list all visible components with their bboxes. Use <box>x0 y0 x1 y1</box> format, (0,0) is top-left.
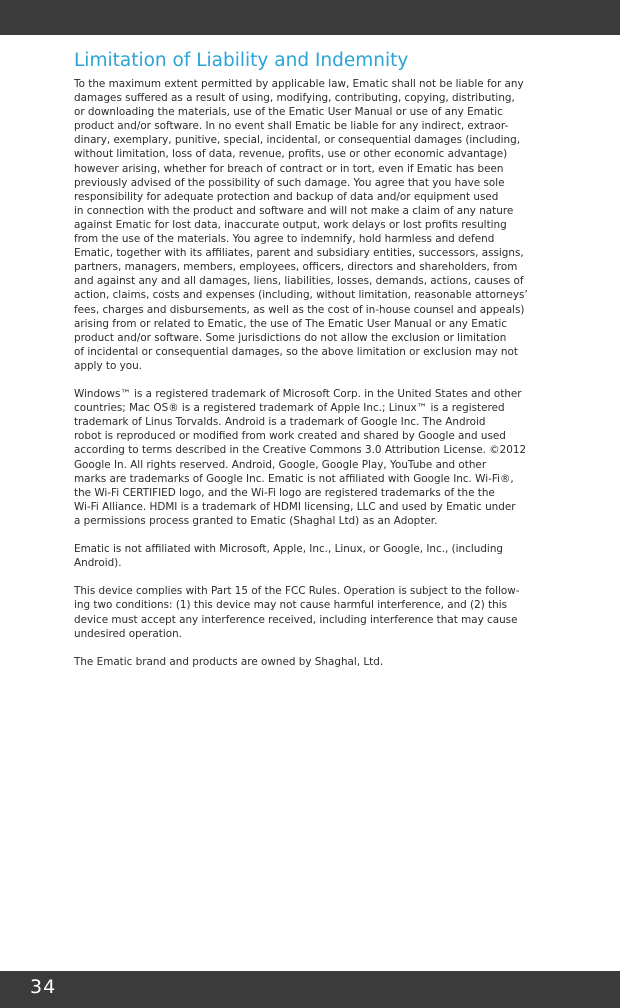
text-line: product and/or software. Some jurisdictions do not allow the exclusion or limitation <box>74 331 507 344</box>
text-line: partners, managers, members, employees, officers, directors and shareholders, from <box>74 261 518 274</box>
text-line: Wi-Fi Alliance. HDMI is a trademark of HDMI licensing, LLC and used by Ematic under <box>74 500 516 513</box>
paragraph <box>74 387 554 528</box>
text-line: Google In. All rights reserved. Android, Google, Google Play, YouTube and other <box>74 458 487 471</box>
text-line: Android). <box>74 557 122 570</box>
text-line: ing two conditions: (1) this device may not cause harmful interference, and (2) this <box>74 599 508 612</box>
paragraph <box>74 584 554 640</box>
text-line: trademark of Linus Torvalds. Android is a trademark of Google Inc. The Android <box>74 416 486 429</box>
text-line: The Ematic brand and products are owned by Shaghal, Ltd. <box>74 655 384 668</box>
text-line: Windows™ is a registered trademark of Microsoft Corp. in the United States and other <box>74 388 522 401</box>
text-line: Ematic is not affiliated with Microsoft, Apple, Inc., Linux, or Google, Inc., (including <box>74 543 503 556</box>
text-line: marks are trademarks of Google Inc. Ematic is not affiliated with Google Inc. Wi-Fi®, <box>74 472 514 485</box>
text-line: against Ematic for lost data, inaccurate output, work delays or lost profits resulting <box>74 218 507 231</box>
text-line: robot is reproduced or modified from work created and shared by Google and used <box>74 430 506 443</box>
text-line: device must accept any interference received, including interference that may cause <box>74 613 518 626</box>
paragraph <box>74 77 554 373</box>
text-line: countries; Mac OS® is a registered trademark of Apple Inc.; Linux™ is a registered <box>74 402 505 415</box>
text-line: without limitation, loss of data, revenue, profits, use or other economic advantage) <box>74 148 508 161</box>
page-content <box>74 50 554 683</box>
text-line: arising from or related to Ematic, the use of The Ematic User Manual or any Ematic <box>74 317 507 330</box>
text-line: of incidental or consequential damages, so the above limitation or exclusion may not <box>74 345 518 358</box>
text-line: however arising, whether for breach of contract or in tort, even if Ematic has been <box>74 162 504 175</box>
text-line: previously advised of the possibility of such damage. You agree that you have sole <box>74 176 505 189</box>
text-line: damages suffered as a result of using, modifying, contributing, copying, distributing, <box>74 92 515 105</box>
text-line: or downloading the materials, use of the Ematic User Manual or use of any Ematic <box>74 106 503 119</box>
text-line: undesired operation. <box>74 627 182 640</box>
text-line: To the maximum extent permitted by applicable law, Ematic shall not be liable for any <box>74 78 524 90</box>
section-title: Limitation of Liability and Indemnity <box>74 50 409 71</box>
header-bar <box>0 0 620 35</box>
text-line: responsibility for adequate protection and backup of data and/or equipment used <box>74 190 499 203</box>
footer-bar <box>0 971 620 1008</box>
text-line: fees, charges and disbursements, as well as the cost of in-house counsel and appeals) <box>74 303 525 316</box>
body-text <box>74 77 554 669</box>
page-number: 34 <box>30 976 57 998</box>
text-line: from the use of the materials. You agree to indemnify, hold harmless and defend <box>74 233 495 246</box>
text-line: product and/or software. In no event shall Ematic be liable for any indirect, extraor- <box>74 120 509 133</box>
text-line: a permissions process granted to Ematic (Shaghal Ltd) as an Adopter. <box>74 514 438 527</box>
text-line: apply to you. <box>74 359 143 372</box>
text-line: the Wi-Fi CERTIFIED logo, and the Wi-Fi logo are registered trademarks of the the <box>74 486 495 499</box>
text-line: dinary, exemplary, punitive, special, incidental, or consequential damages (including, <box>74 134 521 147</box>
paragraph <box>74 655 554 669</box>
text-line: This device complies with Part 15 of the FCC Rules. Operation is subject to the follow- <box>74 585 520 598</box>
text-line: in connection with the product and software and will not make a claim of any nature <box>74 204 514 217</box>
text-line: action, claims, costs and expenses (including, without limitation, reasonable attorneys’ <box>74 289 528 302</box>
paragraph <box>74 542 554 570</box>
text-line: Ematic, together with its affiliates, parent and subsidiary entities, successors, assigns, <box>74 247 524 260</box>
text-line: and against any and all damages, liens, liabilities, losses, demands, actions, causes of <box>74 275 524 288</box>
text-line: according to terms described in the Creative Commons 3.0 Attribution License. ©2012 <box>74 444 527 457</box>
